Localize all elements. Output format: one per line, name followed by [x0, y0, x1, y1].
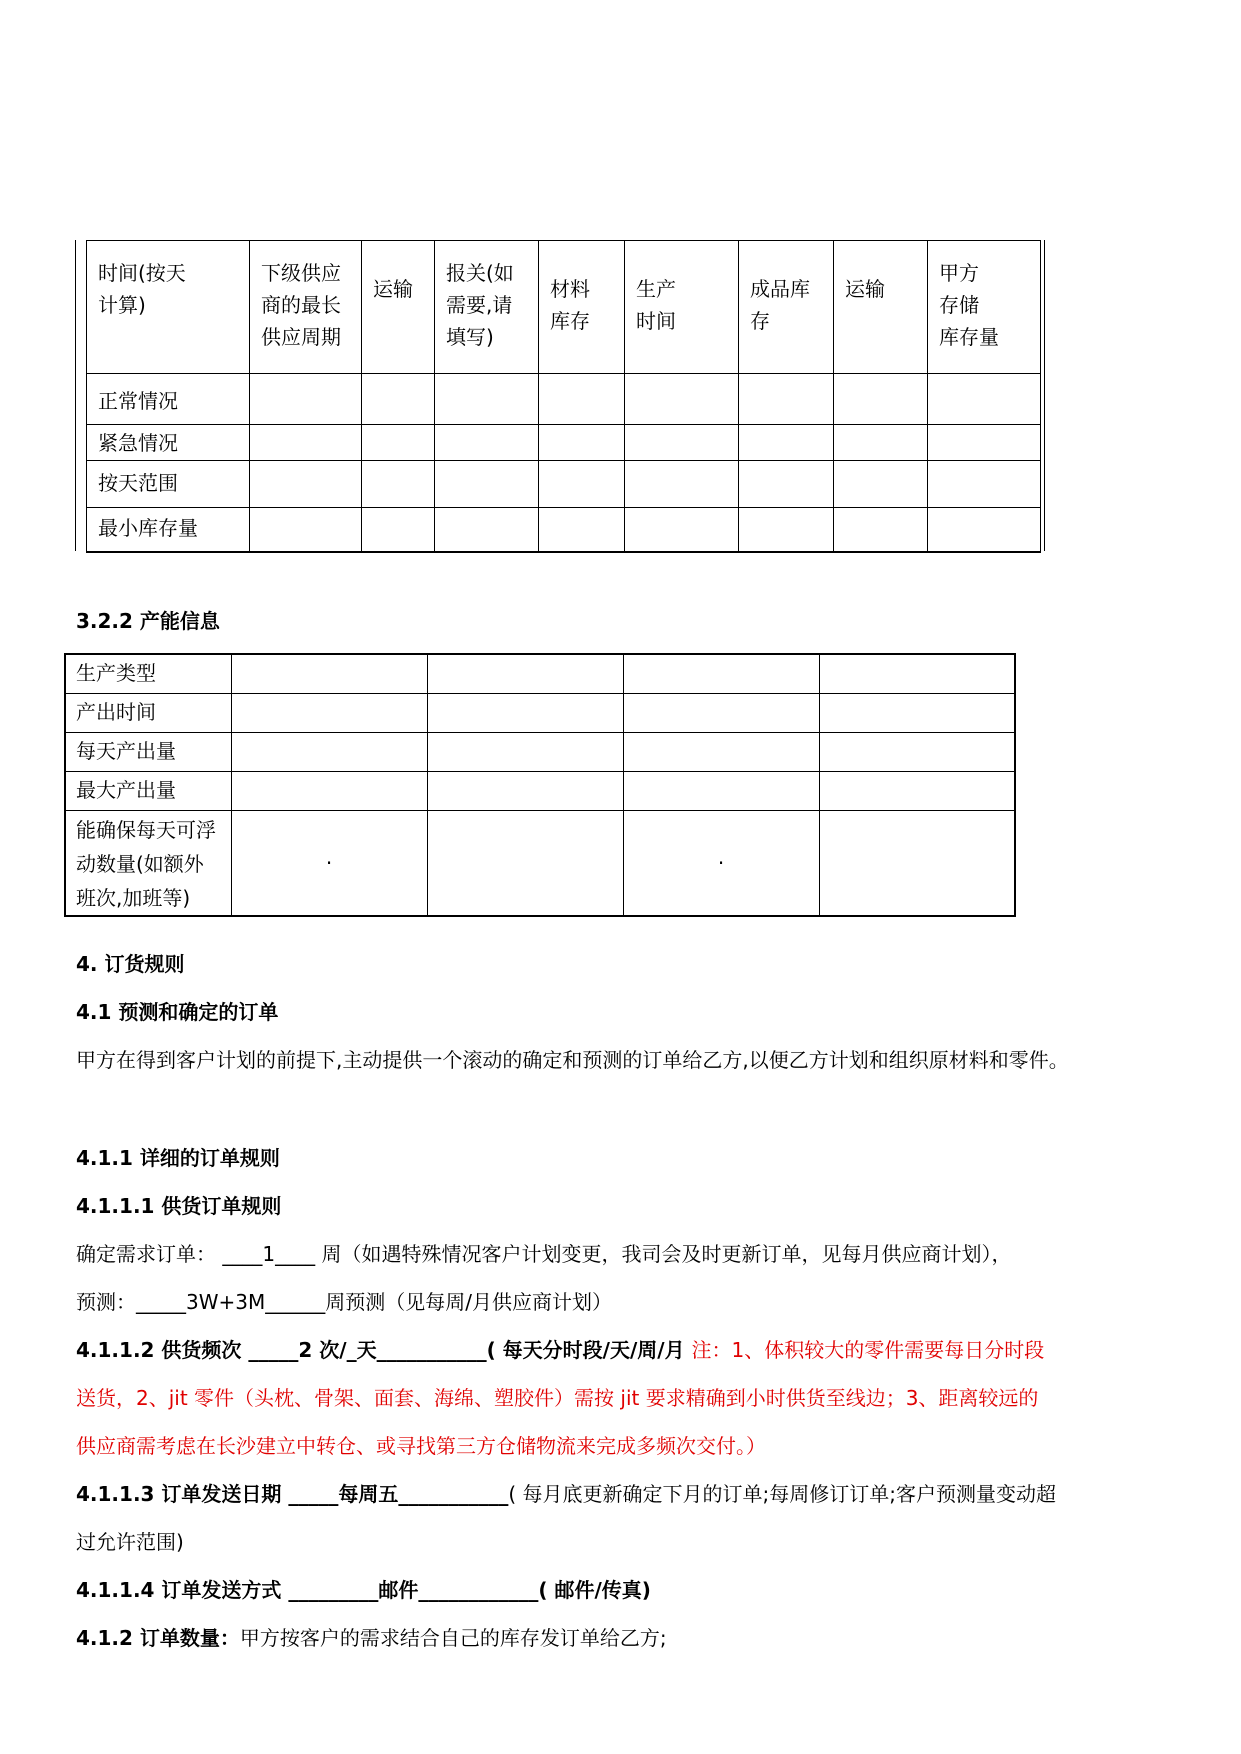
table-row	[65, 654, 1015, 693]
table-cell[interactable]	[250, 461, 362, 508]
table-cell[interactable]	[625, 374, 739, 425]
table-cell[interactable]	[623, 771, 819, 810]
table-cell[interactable]	[928, 508, 1041, 552]
table-cell[interactable]	[623, 693, 819, 732]
table-cell[interactable]	[834, 508, 928, 552]
table-cell[interactable]	[231, 693, 427, 732]
table-header-row	[87, 241, 1041, 374]
table-cell[interactable]	[739, 425, 834, 461]
header-cell: 运输	[362, 241, 435, 374]
table-cell[interactable]	[362, 425, 435, 461]
paragraph-4-1: 甲方在得到客户计划的前提下,主动提供一个滚动的确定和预测的订单给乙方,以便乙方计划和组织原材料和零件。	[76, 1048, 1069, 1072]
order-send-date-line	[76, 1480, 1056, 1508]
row-label: 能确保每天可浮 动数量(如额外 班次,加班等)	[65, 810, 231, 916]
section-heading-4-1-1: 4.1.1 详细的订单规则	[76, 1146, 280, 1170]
row-label: 按天范围	[87, 461, 250, 508]
table-cell[interactable]	[231, 771, 427, 810]
header-cell: 生产 时间	[625, 241, 739, 374]
supply-frequency-note: 注：1、体积较大的零件需要每日分时段	[691, 1338, 1045, 1362]
lead-time-table	[86, 240, 1041, 553]
table-cell[interactable]	[435, 508, 539, 552]
table-cell[interactable]	[819, 693, 1015, 732]
table-cell[interactable]	[834, 374, 928, 425]
header-cell: 下级供应 商的最长 供应周期	[250, 241, 362, 374]
table-cell[interactable]	[834, 461, 928, 508]
table-cell[interactable]	[623, 810, 819, 916]
supply-frequency-line	[76, 1336, 1044, 1364]
table-cell[interactable]	[539, 374, 625, 425]
table-cell[interactable]	[231, 732, 427, 771]
header-cell: 成品库 存	[739, 241, 834, 374]
table-cell[interactable]	[739, 374, 834, 425]
order-quantity-label: 4.1.2 订单数量：	[76, 1626, 240, 1650]
table-cell[interactable]	[834, 425, 928, 461]
supply-frequency-note-2: 送货，2、jit 零件（头枕、骨架、面套、海绵、塑胶件）需按 jit 要求精确到小时供货至线边；3、距离较远的	[76, 1386, 1039, 1410]
table-cell[interactable]	[250, 508, 362, 552]
capacity-table	[64, 653, 1016, 917]
table-cell[interactable]	[623, 732, 819, 771]
table-cell[interactable]	[739, 461, 834, 508]
row-label: 最大产出量	[65, 771, 231, 810]
table-cell[interactable]	[819, 771, 1015, 810]
table-cell[interactable]	[539, 508, 625, 552]
row-label: 每天产出量	[65, 732, 231, 771]
table-row	[65, 810, 1015, 916]
table-cell[interactable]	[625, 508, 739, 552]
table-cell[interactable]	[539, 425, 625, 461]
table-cell[interactable]	[231, 654, 427, 693]
header-cell: 报关(如 需要,请 填写)	[435, 241, 539, 374]
table-cell[interactable]	[625, 461, 739, 508]
order-send-date-label: 4.1.1.3 订单发送日期 _____每周五___________	[76, 1482, 509, 1506]
table-cell[interactable]	[427, 732, 623, 771]
table-cell[interactable]	[435, 374, 539, 425]
table-row	[87, 508, 1041, 552]
supply-frequency-label: 4.1.1.2 供货频次 _____2 次/_天___________( 每天分时段/天/周/月	[76, 1338, 692, 1362]
table-cell[interactable]	[250, 425, 362, 461]
table-cell[interactable]	[928, 374, 1041, 425]
forecast-line: 预测：_____3W+3M______周预测（见每周/月供应商计划）	[76, 1290, 612, 1314]
header-cell: 材料 库存	[539, 241, 625, 374]
order-quantity-line	[76, 1624, 667, 1652]
table-row	[87, 425, 1041, 461]
table-cell[interactable]	[362, 508, 435, 552]
row-label: 正常情况	[87, 374, 250, 425]
section-heading-4-1: 4.1 预测和确定的订单	[76, 1000, 279, 1024]
order-send-date-note-2: 过允许范围)	[76, 1530, 184, 1554]
row-label: 最小库存量	[87, 508, 250, 552]
table-cell[interactable]	[362, 374, 435, 425]
table-cell[interactable]	[427, 654, 623, 693]
order-quantity-text: 甲方按客户的需求结合自己的库存发订单给乙方;	[239, 1626, 667, 1650]
table-cell[interactable]	[427, 693, 623, 732]
table-cell[interactable]	[435, 425, 539, 461]
supply-frequency-note-3: 供应商需考虑在长沙建立中转仓、或寻找第三方仓储物流来完成多频次交付。）	[76, 1434, 766, 1458]
table-cell[interactable]	[819, 654, 1015, 693]
header-cell: 时间(按天 计算)	[87, 241, 250, 374]
table-row	[65, 771, 1015, 810]
order-send-date-note: ( 每月底更新确定下月的订单;每周修订订单;客户预测量变动超	[508, 1482, 1057, 1506]
row-label: 产出时间	[65, 693, 231, 732]
row-label: 紧急情况	[87, 425, 250, 461]
order-send-method-line: 4.1.1.4 订单发送方式 _________邮件____________( 邮件/传真)	[76, 1578, 651, 1602]
section-heading-4: 4. 订货规则	[76, 952, 185, 976]
dot-mark: .	[717, 844, 725, 869]
table-cell[interactable]	[623, 654, 819, 693]
header-cell: 运输	[834, 241, 928, 374]
table-cell[interactable]	[539, 461, 625, 508]
row-label: 生产类型	[65, 654, 231, 693]
table-cell[interactable]	[231, 810, 427, 916]
table-cell[interactable]	[739, 508, 834, 552]
table-cell[interactable]	[362, 461, 435, 508]
table-row	[65, 732, 1015, 771]
confirm-order-line: 确定需求订单： ____1____ 周（如遇特殊情况客户计划变更，我司会及时更新订单，见每月供应商计划），	[76, 1242, 1012, 1266]
header-cell: 甲方 存储 库存量	[928, 241, 1041, 374]
table-cell[interactable]	[250, 374, 362, 425]
section-heading-3-2-2: 3.2.2 产能信息	[76, 609, 220, 633]
table-cell[interactable]	[427, 771, 623, 810]
table-row	[87, 374, 1041, 425]
table-row	[87, 461, 1041, 508]
table-cell[interactable]	[928, 425, 1041, 461]
table-row	[65, 693, 1015, 732]
table-cell[interactable]	[625, 425, 739, 461]
dot-mark: .	[325, 844, 333, 869]
table-cell[interactable]	[819, 732, 1015, 771]
section-heading-4-1-1-1: 4.1.1.1 供货订单规则	[76, 1194, 282, 1218]
table-cell[interactable]	[819, 810, 1015, 916]
table-cell[interactable]	[435, 461, 539, 508]
table-cell[interactable]	[427, 810, 623, 916]
table-cell[interactable]	[928, 461, 1041, 508]
